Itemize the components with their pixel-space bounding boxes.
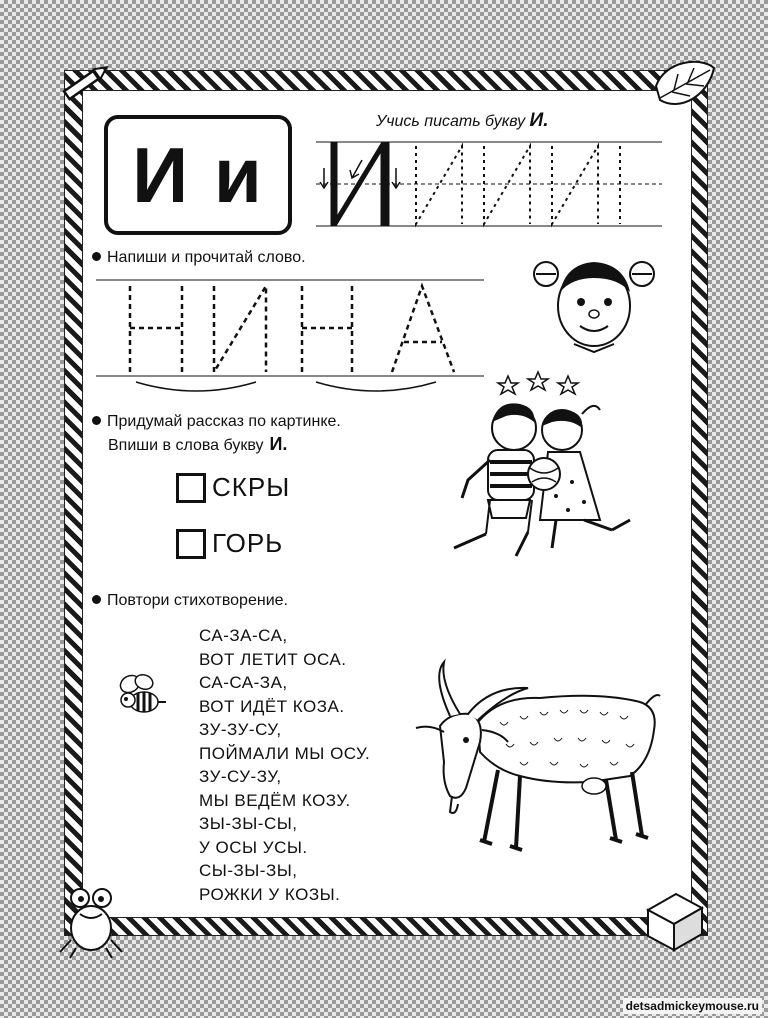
task3-instruction xyxy=(92,592,288,610)
poem-line: ЗУ-ЗУ-СУ, xyxy=(199,720,282,739)
task2-text-1: Придумай рассказ по картинке. xyxy=(107,413,341,430)
poem-line: ПОЙМАЛИ МЫ ОСУ. xyxy=(199,743,371,763)
children-illustration xyxy=(444,370,640,566)
caption-letter: И. xyxy=(529,110,549,131)
poem-line: СА-СА-ЗА, xyxy=(199,673,288,692)
goat-illustration xyxy=(410,652,670,862)
girl-face-illustration xyxy=(526,248,666,358)
leaf-icon xyxy=(650,56,720,116)
poem-line: МЫ ВЕДЁМ КОЗУ. xyxy=(199,790,351,810)
poem-line: СА-ЗА-СА, xyxy=(199,626,288,645)
poem-line: ВОТ ИДЁТ КОЗА. xyxy=(199,696,345,716)
task1-text: Напиши и прочитай слово. xyxy=(107,249,306,266)
cube-icon xyxy=(642,888,708,952)
task2-instruction-line1 xyxy=(92,413,341,431)
writing-caption xyxy=(376,110,548,132)
bullet-icon xyxy=(92,416,101,425)
poem-line: РОЖКИ У КОЗЫ. xyxy=(199,884,341,904)
pencil-icon xyxy=(56,58,116,108)
word-tracing-area[interactable] xyxy=(96,276,488,396)
fill-word-row-2 xyxy=(176,528,283,559)
fill-word-1: СКРЫ xyxy=(212,472,291,502)
traced-word xyxy=(0,0,1,1)
poem-line: ЗУ-СУ-ЗУ, xyxy=(199,767,282,786)
letter-card: И и xyxy=(104,115,292,235)
site-watermark: detsadmickeymouse.ru xyxy=(623,998,762,1014)
poem-line: У ОСЫ УСЫ. xyxy=(199,837,308,857)
bullet-icon xyxy=(92,595,101,604)
task1-instruction xyxy=(92,249,306,267)
fill-word-2: ГОРЬ xyxy=(212,528,284,558)
task2-instruction-line2 xyxy=(108,434,287,455)
fill-word-row-1 xyxy=(176,472,290,503)
frog-icon xyxy=(56,880,126,960)
poem-line: ЗЫ-ЗЫ-СЫ, xyxy=(199,814,298,833)
poem-line: СЫ-ЗЫ-ЗЫ, xyxy=(199,861,298,880)
poem xyxy=(199,624,370,906)
bullet-icon xyxy=(92,252,101,261)
letter-input-box[interactable] xyxy=(176,473,206,503)
task2-letter: И. xyxy=(269,434,288,454)
bee-icon xyxy=(114,670,170,720)
letter-input-box[interactable] xyxy=(176,529,206,559)
letter-tracing-area[interactable] xyxy=(316,138,666,234)
poem-line: ВОТ ЛЕТИТ ОСА. xyxy=(199,649,347,669)
task3-text: Повтори стихотворение. xyxy=(107,592,288,609)
caption-prefix: Учись писать букву xyxy=(376,113,526,130)
task2-text-2: Впиши в слова букву xyxy=(108,437,264,454)
